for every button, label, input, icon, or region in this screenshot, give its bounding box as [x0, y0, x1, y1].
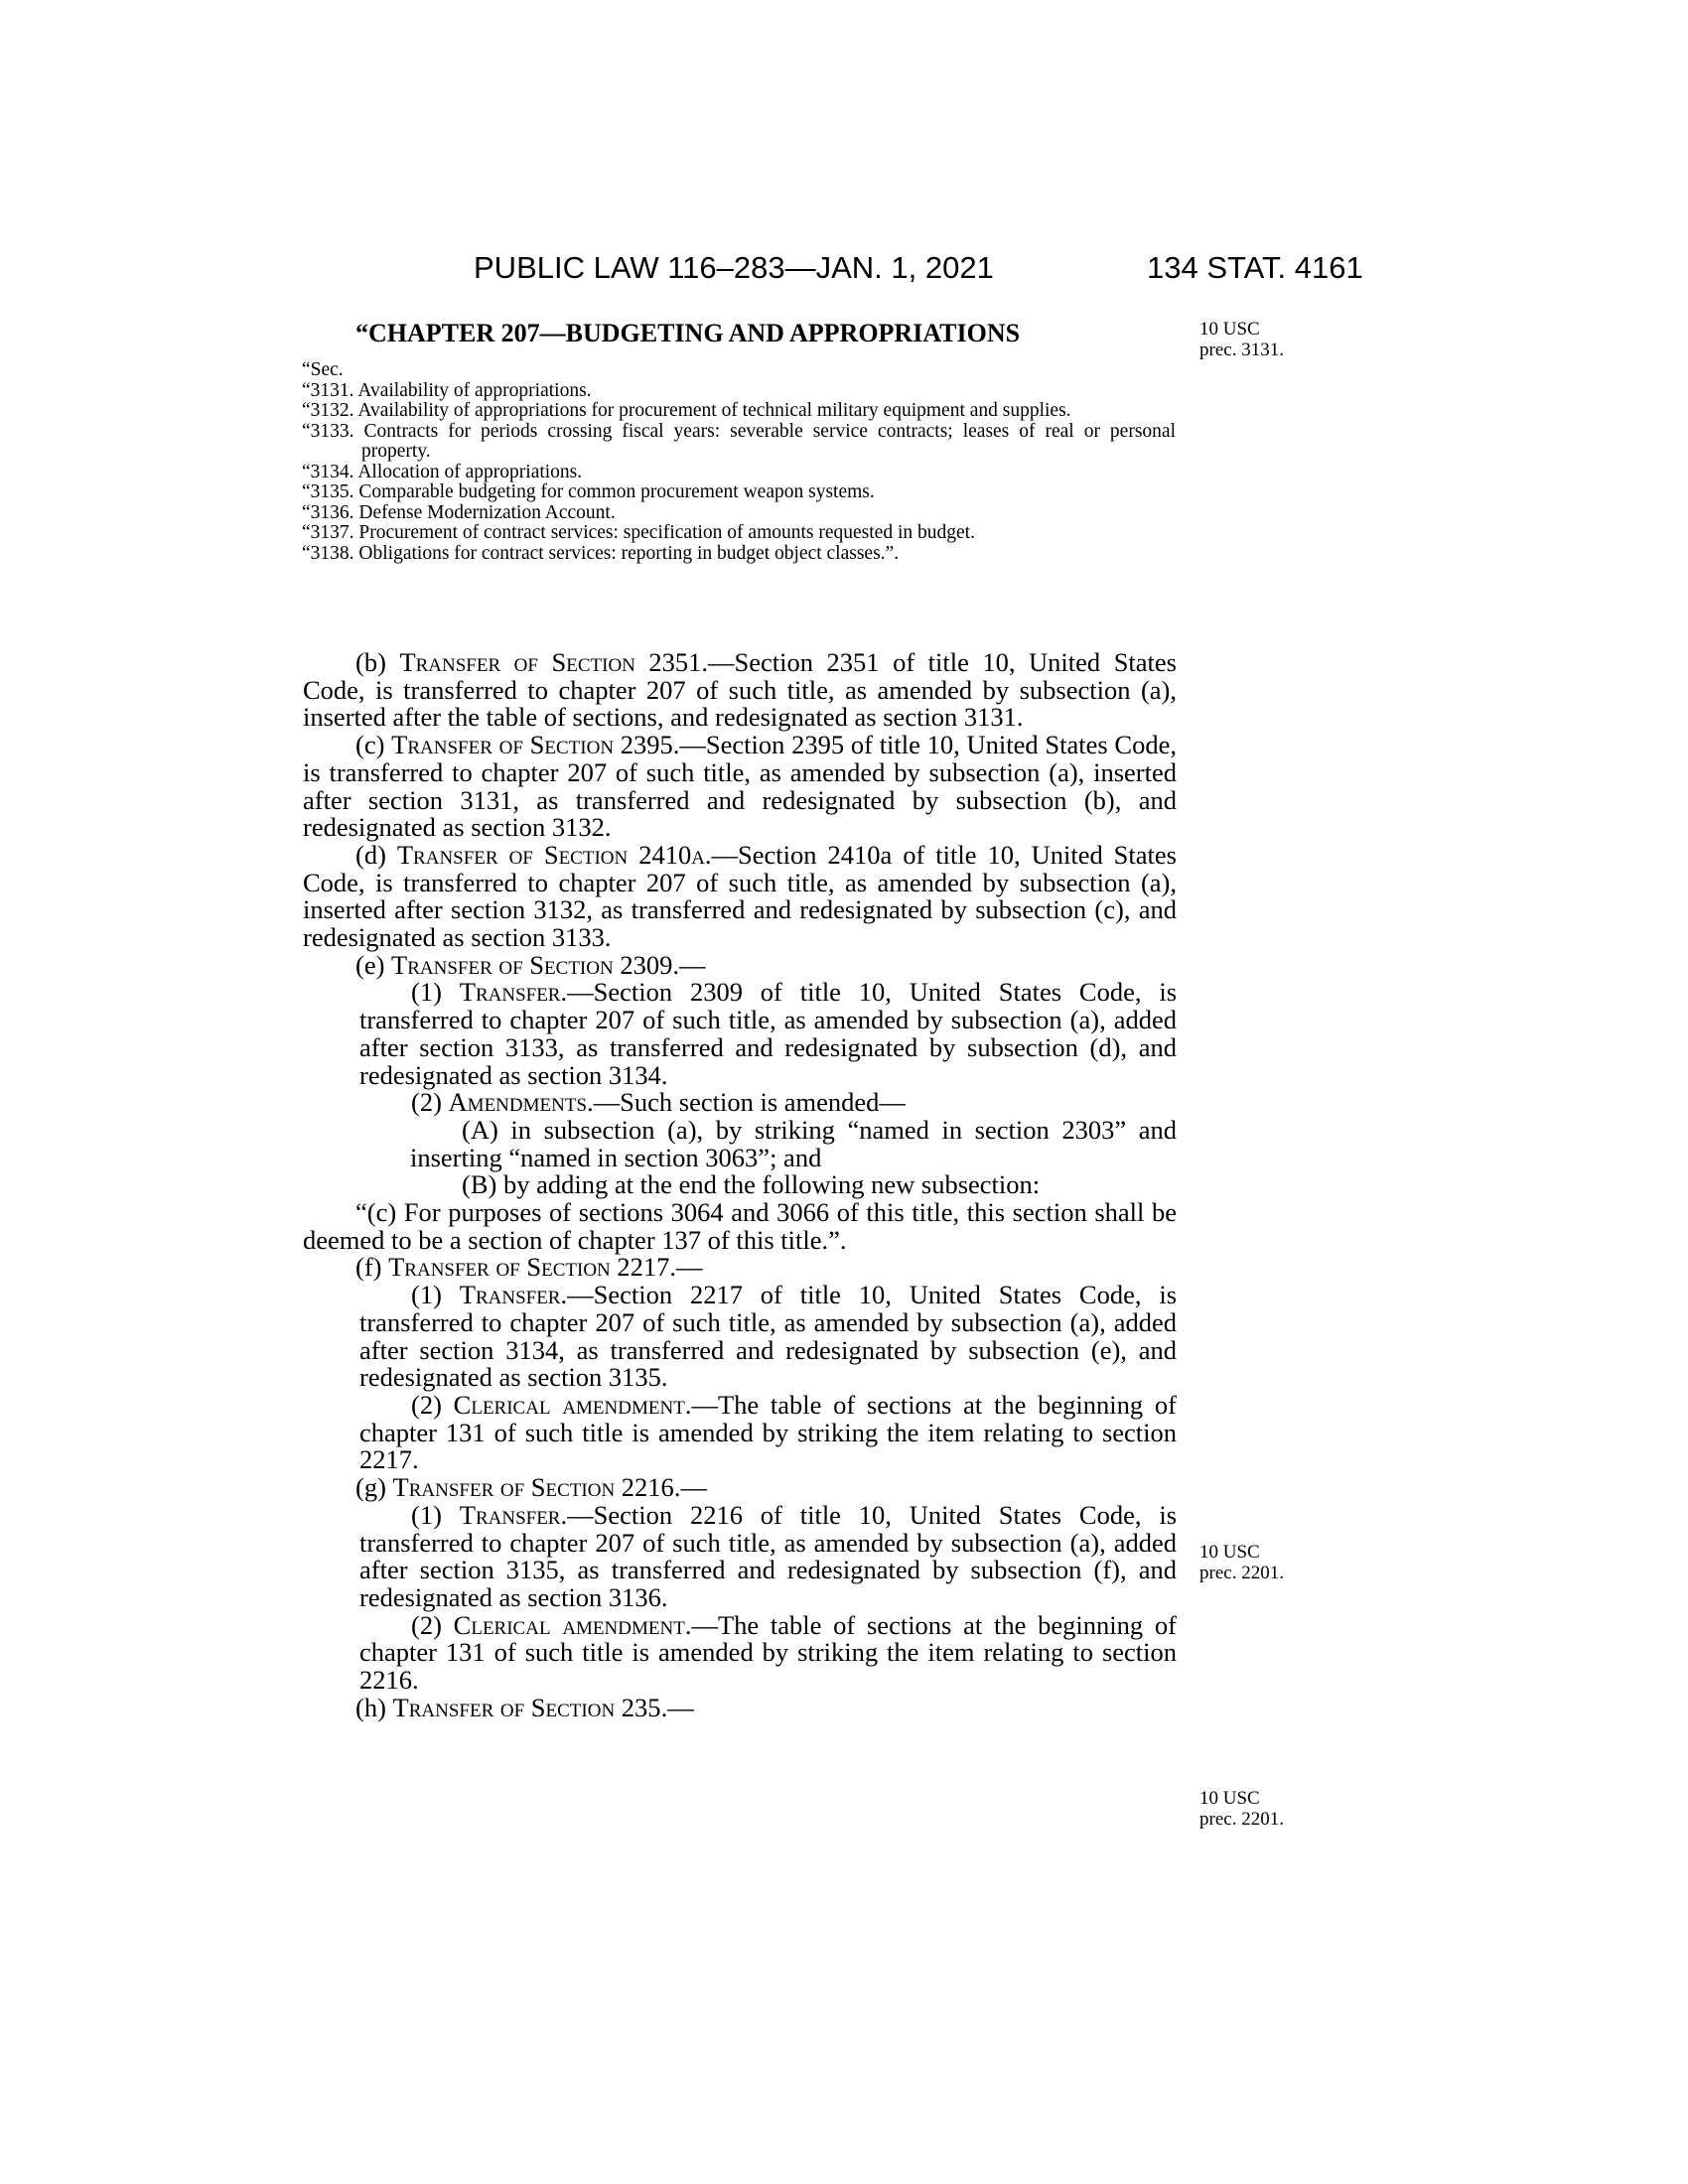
subsection-d: (d) Transfer of Section 2410a.—Section 2410a of title 10, United States Code, is transferred to chapter 207 of such title, as amended by subsection (a), inserted after section 3132, as transferred and redesignated by subsection (c), and redesignated as section 3133.	[303, 839, 1177, 953]
margin-note-line: prec. 2201.	[1199, 1563, 1284, 1583]
chapter-heading: “CHAPTER 207—BUDGETING AND APPROPRIATIONS	[355, 319, 1021, 347]
margin-note-usc-2201	[1199, 1542, 1338, 1583]
document-body	[303, 649, 1177, 1721]
subsection-e-paragraph-1: (1) Transfer.—Section 2309 of title 10, United States Code, is transferred to chapter 207 of such title, as amended by subsection (a), added after section 3133, as transferred and redesignated by subsection (d), and redesignated as section 3134.	[359, 977, 1178, 1090]
margin-note-line: prec. 3131.	[1199, 340, 1284, 360]
quoted-new-subsection: “(c) For purposes of sections 3064 and 3066 of this title, this section shall be deemed to be a section of chapter 137 of this title.”.	[303, 1197, 1177, 1255]
toc-item: “3134. Allocation of appropriations.	[302, 461, 583, 482]
subsection-e-heading: (e) Transfer of Section 2309.—	[355, 949, 706, 980]
toc-item: “3133. Contracts for periods crossing fiscal years: severable service contracts; leases of real or personal property.	[302, 420, 1176, 462]
subsection-e-clause-b: (B) by adding at the end the following new subsection:	[462, 1169, 1041, 1200]
subsection-f-paragraph-1: (1) Transfer.—Section 2217 of title 10, United States Code, is transferred to chapter 207 of such title, as amended by subsection (a), added after section 3134, as transferred and redesignated by subsection (e), and redesignated as section 3135.	[359, 1280, 1178, 1393]
subsection-f-heading: (f) Transfer of Section 2217.—	[355, 1252, 703, 1283]
subsection-e-clause-a: (A) in subsection (a), by striking “named in section 2303” and inserting “named in section 3063”; and	[410, 1114, 1177, 1172]
margin-note-line: 10 USC	[1199, 1542, 1260, 1563]
subsection-f-paragraph-2: (2) Clerical amendment.—The table of sections at the beginning of chapter 131 of such title is amended by striking the item relating to section 2217.	[359, 1389, 1177, 1475]
subsection-e-paragraph-2: (2) Amendments.—Such section is amended—	[411, 1087, 906, 1118]
page-header	[0, 248, 1688, 298]
public-law-title: PUBLIC LAW 116–283—JAN. 1, 2021	[474, 250, 994, 285]
margin-note-line: 10 USC	[1199, 1788, 1260, 1809]
statute-citation: 134 STAT. 4161	[1147, 250, 1363, 285]
margin-note-line: 10 USC	[1199, 319, 1260, 340]
toc-item: “3136. Defense Modernization Account.	[302, 501, 616, 523]
table-of-sections	[302, 360, 1176, 564]
subsection-h-heading: (h) Transfer of Section 235.—	[355, 1692, 694, 1722]
toc-sec-label: “Sec.	[302, 359, 344, 380]
toc-item: “3132. Availability of appropriations for procurement of technical military equipment and supplies.	[302, 400, 1071, 421]
margin-note-line: prec. 2201.	[1199, 1809, 1284, 1830]
toc-item: “3131. Availability of appropriations.	[302, 379, 592, 401]
subsection-g-paragraph-1: (1) Transfer.—Section 2216 of title 10, United States Code, is transferred to chapter 207 of such title, as amended by subsection (a), added after section 3135, as transferred and redesignated by subsection (f), and redesignated as section 3136.	[359, 1499, 1178, 1612]
subsection-b: (b) Transfer of Section 2351.—Section 2351 of title 10, United States Code, is transferred to chapter 207 of such title, as amended by subsection (a), inserted after the table of sections, and redesignated as section 3131.	[303, 647, 1177, 733]
subsection-c: (c) Transfer of Section 2395.—Section 2395 of title 10, United States Code, is transferred to chapter 207 of such title, as amended by subsection (a), inserted after section 3131, as transferred and redesignated by subsection (b), and redesignated as section 3132.	[303, 730, 1177, 843]
toc-item: “3137. Procurement of contract services: specification of amounts requested in budget.	[302, 522, 975, 543]
subsection-g-paragraph-2: (2) Clerical amendment.—The table of sections at the beginning of chapter 131 of such title is amended by striking the item relating to section 2216.	[359, 1609, 1177, 1696]
margin-note-usc-3131	[1199, 319, 1338, 360]
toc-item: “3138. Obligations for contract services: reporting in budget object classes.”.	[302, 542, 900, 564]
margin-note-usc-2201	[1199, 1788, 1338, 1830]
subsection-g-heading: (g) Transfer of Section 2216.—	[355, 1472, 707, 1503]
toc-item: “3135. Comparable budgeting for common procurement weapon systems.	[302, 481, 875, 502]
